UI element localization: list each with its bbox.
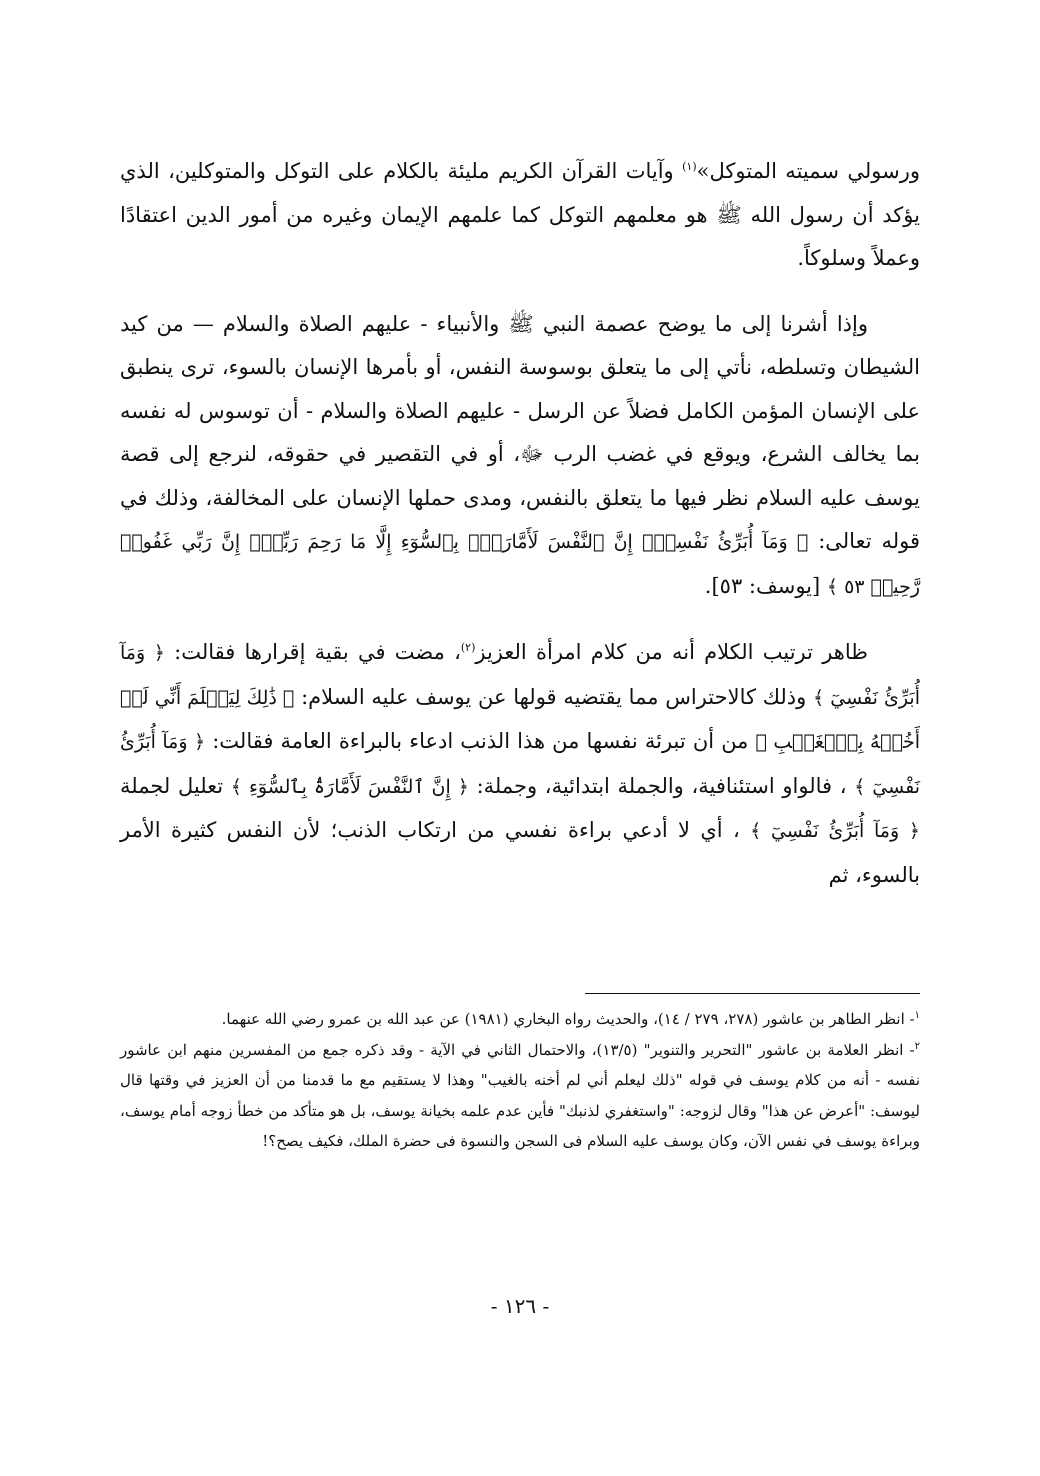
- paragraph-3-text-c: وذلك كالاحتراس مما يقتضيه قولها عن يوسف عليه السلام:: [294, 684, 814, 709]
- paragraph-3-text-e: ، فالواو استئنافية، والجملة ابتدائية، وجملة:: [468, 773, 855, 798]
- quran-verse-fragment-1: ﴿ وَمَآ أُبَرِّئُ نَفْسِيٓ ﴾: [120, 642, 920, 709]
- paragraph-1-text-a: ورسولي سميته المتوكل»: [696, 159, 920, 183]
- paragraph-1-text-b: وآيات القرآن الكريم مليئة بالكلام على التوكل والمتوكلين، الذي يؤكد أن رسول الله ﷺ هو معلمهم التوكل كما علمهم الإيمان وغيره من أمور الدين اعتقادًا وعملاً وسلوكاً.: [120, 159, 920, 270]
- quran-verse-yusuf-53: ﴿ وَمَآ أُبَرِّئُ نَفْسِيٓۚ إِنَّ ٱلنَّفْسَ لَأَمَّارَةُۢ بِٱلسُّوٓءِ إِلَّا مَا رَحِمَ رَبِّيٓۚ إِنَّ رَبِّي غَفُورٞ رَّحِيمٞ ٥٣ ﴾: [120, 531, 920, 598]
- footnote-1-number: ١: [914, 1010, 920, 1021]
- paragraph-3-text-a: ظاهر ترتيب الكلام أنه من كلام امرأة العزيز: [475, 640, 868, 664]
- footnotes-section: [120, 1004, 920, 1157]
- footnote-2-text: - انظر العلامة بن عاشور "التحرير والتنوير" (١٣/٥)، والاحتمال الثاني في الآية - وقد ذكره جمع من المفسرين منهم ابن عاشور نفسه - أنه من كلام يوسف في قوله "ذلك ليعلم أني لم أخنه بالغيب" وهذا لا يستقيم مع ما قدمنا من أن العزيز في وقتها قال ليوسف: "أعرض عن هذا" وقال لزوجه: "واستغفري لذنبك" فأين عدم علمه بخيانة يوسف، بل هو متأكد من خطأ زوجه أمام يوسف، وبراءة يوسف في نفس الآن، وكان يوسف عليه السلام فى السجن والنسوة فى حضرة الملك، فكيف يصح؟!: [120, 1040, 920, 1150]
- footnote-1: [120, 1004, 920, 1035]
- paragraph-3: [120, 631, 920, 897]
- paragraph-2-text-a: وإذا أشرنا إلى ما يوضح عصمة النبي ﷺ والأنبياء - عليهم الصلاة والسلام — من كيد الشيطان وتسلطه، نأتي إلى ما يتعلق بوسوسة النفس، أو بأمرها الإنسان بالسوء، ترى ينطبق على الإنسان المؤمن الكامل فضلاً عن الرسل - عليهم الصلاة والسلام - أن توسوس له نفسه بما يخالف الشرع، ويوقع في غضب الرب ﷻ، أو في التقصير في حقوقه، لنرجع إلى قصة يوسف عليه السلام نظر فيها ما يتعلق بالنفس، ومدى حملها الإنسان على المخالفة، وذلك في قوله تعالى:: [120, 311, 920, 553]
- paragraph-2: [120, 303, 920, 610]
- page-number: - ١٢٦ -: [490, 1294, 550, 1318]
- paragraph-3-text-f: تعليل لجملة: [120, 773, 231, 798]
- footnote-reference-1[interactable]: (١): [682, 160, 697, 173]
- paragraph-3-text-g: ، أي لا أدعي براءة نفسي من ارتكاب الذنب؛ لأن النفس كثيرة الأمر بالسوء، ثم: [120, 818, 920, 887]
- footnote-divider: [585, 993, 920, 994]
- footnote-reference-2[interactable]: (٢): [460, 641, 476, 654]
- paragraph-2-text-b: [يوسف: ٥٣].: [704, 573, 827, 598]
- quran-verse-fragment-5: ﴿ وَمَآ أُبَرِّئُ نَفْسِيٓ ﴾: [750, 820, 920, 842]
- footnote-1-text: - انظر الطاهر بن عاشور (٢٧٨، ٢٧٩ / ١٤)، والحديث رواه البخاري (١٩٨١) عن عبد الله بن عمرو رضي الله عنهما.: [221, 1010, 915, 1028]
- quran-verse-fragment-3: ﴿ وَمَآ أُبَرِّئُ نَفْسِيٓ ﴾: [120, 731, 920, 798]
- paragraph-3-text-b: ، مضت في بقية إقرارها فقالت:: [164, 640, 461, 664]
- footnote-2-number: ٢: [914, 1040, 920, 1052]
- footnote-2: [120, 1035, 920, 1157]
- quran-verse-fragment-4: ﴿ إِنَّ ٱلنَّفْسَ لَأَمَّارَةُۢ بِٱلسُّوٓءِ ﴾: [230, 775, 469, 798]
- paragraph-1: [120, 150, 920, 281]
- quran-verse-fragment-2: ﴿ ذَٰلِكَ لِيَعۡلَمَ أَنِّي لَمۡ أَخُنۡهُ بِٱلۡغَيۡبِ ﴾: [120, 686, 920, 753]
- main-text: [120, 150, 920, 897]
- paragraph-3-text-d: من أن تبرئة نفسها من هذا الذنب ادعاء بالبراءة العامة فقالت:: [205, 729, 756, 753]
